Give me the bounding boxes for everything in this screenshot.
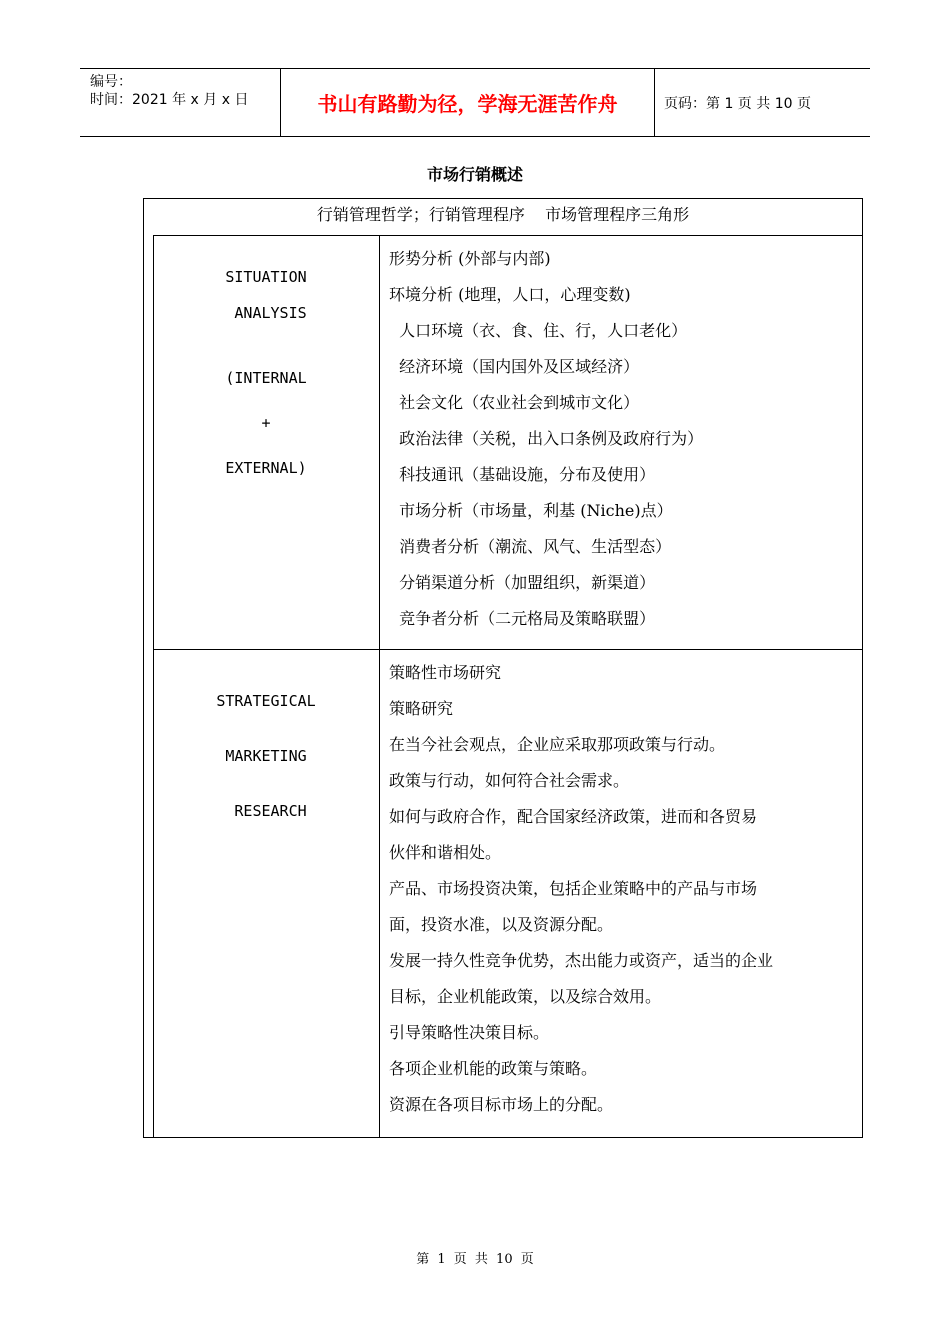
list-item: 分销渠道分析（加盟组织，新渠道） bbox=[389, 573, 656, 592]
list-item: 政治法律（关税，出入口条例及政府行为） bbox=[389, 429, 704, 448]
list-item: 面，投资水准，以及资源分配。 bbox=[389, 915, 614, 934]
situation-label-line-4: + bbox=[261, 414, 271, 432]
number-label: 编号： bbox=[90, 74, 132, 90]
situation-label-line-2: ANALYSIS bbox=[225, 304, 307, 322]
situation-label-line-5: EXTERNAL) bbox=[225, 459, 307, 477]
list-item: 各项企业机能的政策与策略。 bbox=[389, 1059, 598, 1078]
situation-label-line-1: SITUATION bbox=[225, 268, 307, 286]
list-item: 经济环境（国内国外及区域经济） bbox=[389, 357, 640, 376]
strategical-label-line-3: RESEARCH bbox=[225, 802, 307, 820]
list-item: 形势分析 (外部与内部) bbox=[389, 249, 551, 268]
document-header bbox=[80, 68, 870, 137]
list-item: 竞争者分析（二元格局及策略联盟） bbox=[389, 609, 656, 628]
strategical-label-line-1: STRATEGICAL bbox=[216, 692, 316, 710]
situation-label-line-3: (INTERNAL bbox=[225, 369, 307, 387]
list-item: 社会文化（农业社会到城市文化） bbox=[389, 393, 640, 412]
table-caption: 行销管理哲学；行销管理程序 市场管理程序三角形 bbox=[316, 205, 690, 224]
motto: 书山有路勤为径，学海无涯苦作舟 bbox=[317, 92, 618, 116]
time-label: 时间：2021 年 x 月 x 日 bbox=[90, 92, 249, 108]
list-item: 消费者分析（潮流、风气、生活型态） bbox=[389, 537, 672, 556]
list-item: 市场分析（市场量，利基 (Niche)点） bbox=[389, 501, 673, 520]
page-info: 页码：第 1 页 共 10 页 bbox=[664, 95, 811, 112]
row-divider bbox=[153, 649, 863, 650]
list-item: 人口环境（衣、食、住、行，人口老化） bbox=[389, 321, 688, 340]
list-item: 伙伴和谐相处。 bbox=[389, 843, 502, 862]
list-item: 策略研究 bbox=[389, 699, 454, 718]
list-item: 在当今社会观点，企业应采取那项政策与行动。 bbox=[389, 735, 726, 754]
list-item: 引导策略性决策目标。 bbox=[389, 1023, 550, 1042]
header-page-cell bbox=[654, 69, 870, 136]
situation-analysis-list bbox=[389, 241, 859, 637]
strategical-research-list bbox=[389, 655, 859, 1123]
column-divider bbox=[379, 235, 380, 1138]
list-item: 策略性市场研究 bbox=[389, 663, 502, 682]
strategical-label-line-2: MARKETING bbox=[225, 747, 307, 765]
list-item: 产品、市场投资决策，包括企业策略中的产品与市场 bbox=[389, 879, 758, 898]
page-title: 市场行销概述 bbox=[426, 165, 523, 184]
page-footer: 第 1 页 共 10 页 bbox=[416, 1252, 534, 1267]
list-item: 环境分析 (地理，人口，心理变数) bbox=[389, 285, 631, 304]
list-item: 发展一持久性竞争优势，杰出能力或资产，适当的企业 bbox=[389, 951, 774, 970]
list-item: 目标，企业机能政策，以及综合效用。 bbox=[389, 987, 662, 1006]
header-motto-cell bbox=[281, 69, 655, 136]
header-meta bbox=[80, 69, 281, 136]
list-item: 资源在各项目标市场上的分配。 bbox=[389, 1095, 614, 1114]
list-item: 政策与行动，如何符合社会需求。 bbox=[389, 771, 630, 790]
list-item: 如何与政府合作，配合国家经济政策，进而和各贸易 bbox=[389, 807, 758, 826]
list-item: 科技通讯（基础设施，分布及使用） bbox=[389, 465, 656, 484]
